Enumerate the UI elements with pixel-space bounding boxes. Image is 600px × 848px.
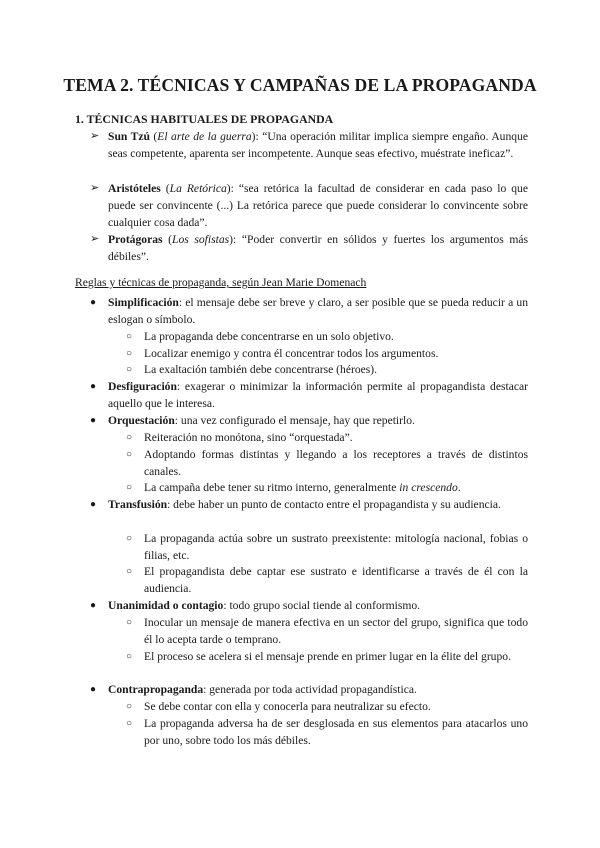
- rule-contrapropaganda: ● Contrapropaganda: generada por toda actividad propagandística.: [90, 683, 417, 696]
- bullet-icon: ●: [90, 600, 97, 611]
- sub-item: ○ La propaganda debe concentrarse en un solo objetivo.: [126, 330, 394, 343]
- bullet-icon: ●: [90, 381, 97, 392]
- section-heading: 1. TÉCNICAS HABITUALES DE PROPAGANDA: [75, 112, 334, 126]
- arrow-item-text: Sun Tzú (El arte de la guerra): “Una operación militar implica siempre engaño. Aunque seas competente, aparenta ser incompetente. Aunque seas efectivo, muéstrate ineficaz”.: [108, 130, 529, 160]
- arrow-item-sun-tzu: [90, 128, 528, 162]
- rule-desfiguracion: ● Desfiguración: exagerar o minimizar la información permite al propagandista destacar aquello que le interesa.: [90, 380, 528, 410]
- rule-unanimidad: ● Unanimidad o contagio: todo grupo social tiende al conformismo.: [90, 599, 421, 612]
- arrow-bullet-icon: ➢: [90, 233, 100, 245]
- arrow-bullet-icon: ➢: [90, 130, 100, 142]
- sub-item: ○ Se debe contar con ella y conocerla para neutralizar su efecto.: [126, 700, 431, 713]
- circle-bullet-icon: ○: [126, 449, 133, 460]
- circle-bullet-icon: ○: [126, 331, 133, 342]
- sub-item: ○ La propaganda adversa ha de ser desglosada en sus elementos para atacarlos uno por uno, sobre todo los más débiles.: [126, 717, 528, 747]
- sub-item: ○ Inocular un mensaje de manera efectiva en un sector del grupo, significa que todo él lo acepta tarde o temprano.: [126, 616, 528, 646]
- bullet-icon: ●: [90, 415, 97, 426]
- circle-bullet-icon: ○: [126, 432, 133, 443]
- circle-bullet-icon: ○: [126, 533, 133, 544]
- sub-item: ○ La campaña debe tener su ritmo interno, generalmente in crescendo.: [126, 481, 461, 494]
- sub-item: ○ Reiteración no monótona, sino “orquestada”.: [126, 431, 353, 444]
- circle-bullet-icon: ○: [126, 718, 133, 729]
- circle-bullet-icon: ○: [126, 566, 133, 577]
- sub-item: ○ La exaltación también debe concentrarse (héroes).: [126, 363, 378, 376]
- circle-bullet-icon: ○: [126, 348, 133, 359]
- arrow-item-text: Protágoras (Los sofistas): “Poder convertir en sólidos y fuertes los argumentos más débiles”.: [108, 233, 528, 263]
- rule-orquestacion: ● Orquestación: una vez configurado el mensaje, hay que repetirlo.: [90, 414, 415, 427]
- circle-bullet-icon: ○: [126, 701, 133, 712]
- rule-simplificacion: ● Simplificación: el mensaje debe ser breve y claro, a ser posible que se pueda reducir a un eslogan o símbolo.: [90, 296, 528, 326]
- arrow-item-aristoteles: [90, 180, 528, 231]
- sub-item: ○ Adoptando formas distintas y llegando a los receptores a través de distintos canales.: [126, 448, 528, 478]
- arrow-item-protagoras: [90, 231, 528, 265]
- circle-bullet-icon: ○: [126, 651, 133, 662]
- circle-bullet-icon: ○: [126, 364, 133, 375]
- sub-item: ○ La propaganda actúa sobre un sustrato preexistente: mitología nacional, fobias o filias, etc.: [126, 532, 528, 562]
- bullet-icon: ●: [90, 684, 97, 695]
- page-title: TEMA 2. TÉCNICAS Y CAMPAÑAS DE LA PROPAGANDA: [63, 75, 537, 95]
- arrow-bullet-icon: ➢: [90, 182, 100, 194]
- sub-item: ○ El proceso se acelera si el mensaje prende en primer lugar en la élite del grupo.: [126, 650, 511, 663]
- bullet-icon: ●: [90, 297, 97, 308]
- reglas-heading: Reglas y técnicas de propaganda, según Jean Marie Domenach: [75, 276, 367, 289]
- circle-bullet-icon: ○: [126, 482, 133, 493]
- sub-item: ○ Localizar enemigo y contra él concentrar todos los argumentos.: [126, 347, 439, 360]
- rule-transfusion: ● Transfusión: debe haber un punto de contacto entre el propagandista y su audiencia.: [90, 498, 501, 511]
- sub-item: ○ El propagandista debe captar ese sustrato e identificarse a través de él con la audiencia.: [126, 565, 528, 595]
- arrow-item-text: Aristóteles (La Retórica): “sea retórica la facultad de considerar en cada paso lo que puede ser convincente (...) La retórica parece que puede considerar lo convincente sobre cualquier cosa dada”.: [108, 182, 528, 229]
- circle-bullet-icon: ○: [126, 617, 133, 628]
- bullet-icon: ●: [90, 499, 97, 510]
